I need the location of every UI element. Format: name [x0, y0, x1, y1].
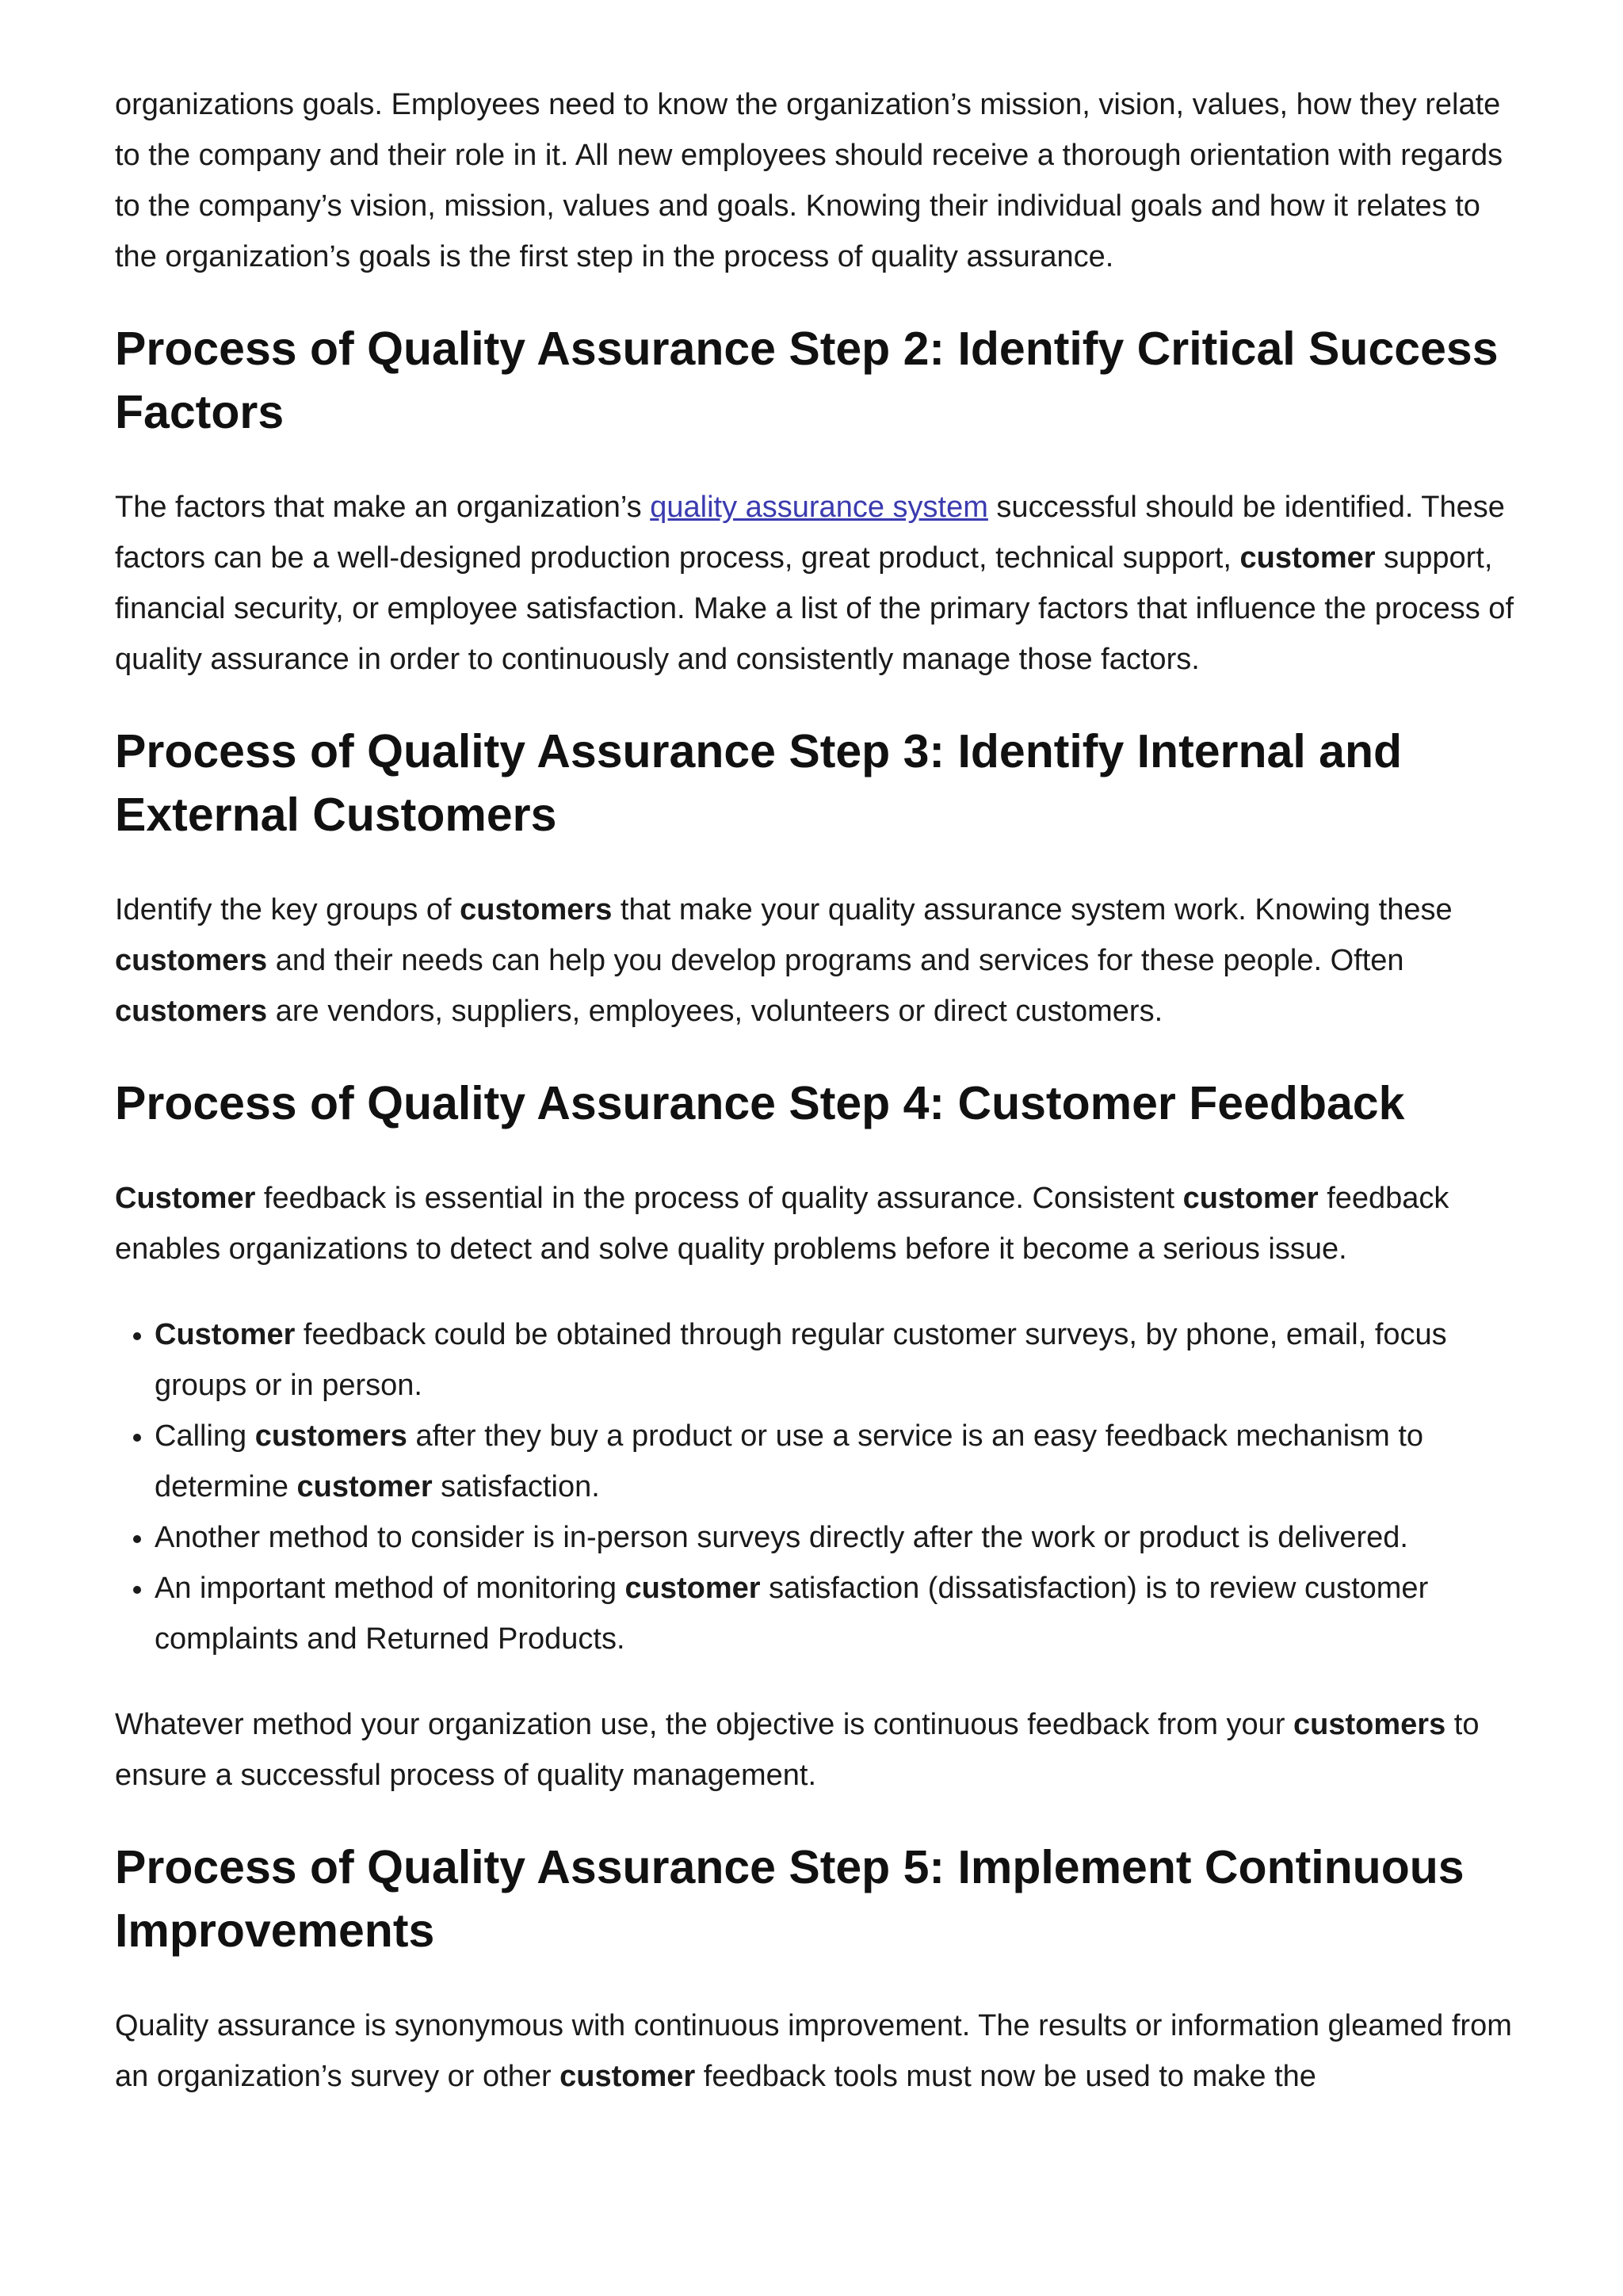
step4-closing-paragraph: Whatever method your organization use, the objective is continuous feedback from your customers to ensure a successful process of quality management. [115, 1708, 1480, 1792]
step3-heading: Process of Quality Assurance Step 3: Identify Internal and External Customers [115, 725, 1403, 841]
list-item: • Customer feedback could be obtained through regular customer surveys, by phone, email, focus groups or in person. [155, 1309, 1518, 1411]
list-item: • An important method of monitoring customer satisfaction (dissatisfaction) is to review customer complaints and Returned Products. [155, 1563, 1518, 1664]
intro-paragraph: organizations goals. Employees need to know the organization’s mission, vision, values, how they relate to the company and their role in it. All new employees should receive a thorough orientation with regards to the company’s vision, mission, values and goals. Knowing their individual goals and how it relates to the organization’s goals is the first step in the process of quality assurance. [115, 88, 1503, 273]
step4-heading: Process of Quality Assurance Step 4: Customer Feedback [115, 1077, 1405, 1129]
list-item: • Calling customers after they buy a product or use a service is an easy feedback mechanism to determine customer satisfaction. [155, 1411, 1518, 1512]
step4-paragraph: Customer feedback is essential in the process of quality assurance. Consistent customer feedback enables organizations to detect and solve quality problems before it become a serious issue. [115, 1182, 1449, 1266]
step5-heading: Process of Quality Assurance Step 5: Implement Continuous Improvements [115, 1841, 1465, 1957]
feedback-methods-list [115, 1309, 1518, 1664]
step3-paragraph: Identify the key groups of customers that make your quality assurance system work. Knowing these customers and their needs can help you develop programs and services for these people. Often customers are vendors, suppliers, employees, volunteers or direct customers. [115, 893, 1453, 1028]
step5-paragraph: Quality assurance is synonymous with continuous improvement. The results or information gleamed from an organization’s survey or other customer feedback tools must now be used to make the [115, 2009, 1512, 2093]
step2-paragraph: The factors that make an organization’s quality assurance system successful should be identified. These factors can be a well-designed production process, great product, technical support, customer support, financial security, or employee satisfaction. Make a list of the primary factors that influence the process of quality assurance in order to continuously and consistently manage those factors. [115, 491, 1514, 676]
document-page [115, 79, 1518, 2137]
step2-heading: Process of Quality Assurance Step 2: Identify Critical Success Factors [115, 323, 1499, 438]
list-item: • Another method to consider is in-person surveys directly after the work or product is delivered. [155, 1512, 1518, 1563]
quality-assurance-system-link[interactable]: quality assurance system [650, 491, 988, 524]
